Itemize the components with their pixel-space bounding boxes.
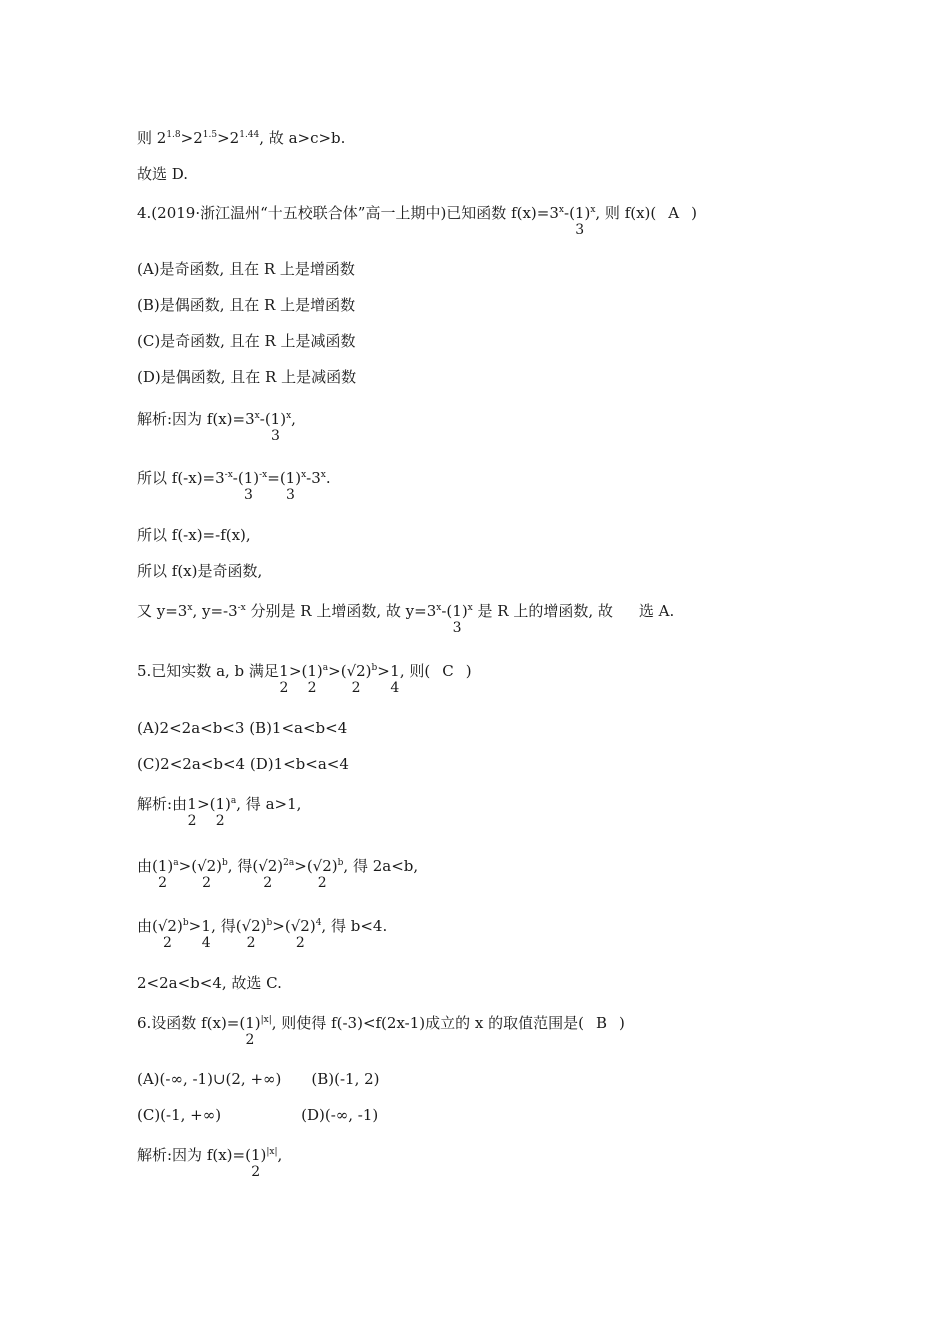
q6-options-ab <box>137 1069 380 1089</box>
q5-solution-line-3 <box>137 916 388 951</box>
text: , 则 f(x)( <box>595 204 657 222</box>
text: , 得 a>1, <box>236 795 302 813</box>
text: 又 y=3 <box>137 602 188 620</box>
exponent: x <box>436 603 442 613</box>
exponent: 1.5 <box>202 130 218 140</box>
text: 5.已知实数 a, b 满足 <box>137 662 279 680</box>
denominator: 3 <box>452 620 462 636</box>
exponent: 1.8 <box>166 130 181 140</box>
q5-options-ab <box>137 718 347 738</box>
text: , y=-3 <box>192 602 238 620</box>
numerator: 1 <box>201 917 211 935</box>
numerator: (1) <box>279 469 302 487</box>
text: , 故 a>c>b. <box>259 129 346 147</box>
denominator: 2 <box>307 680 317 696</box>
denominator: 3 <box>244 487 253 503</box>
fraction <box>264 409 287 444</box>
numerator: (1) <box>446 602 468 620</box>
numerator: (1) <box>239 1014 261 1032</box>
text: 由 <box>137 857 153 875</box>
question-5-stem <box>137 661 472 696</box>
numerator: (√2) <box>284 917 316 935</box>
denominator: 2 <box>245 1032 255 1048</box>
fraction <box>152 916 183 951</box>
denominator: 3 <box>270 428 280 444</box>
fraction <box>252 856 284 891</box>
exponent: a <box>173 858 179 868</box>
text: , 则( <box>399 662 431 680</box>
question-4-stem <box>137 203 697 238</box>
q6-option-c: (C)(-1, +∞) <box>137 1106 222 1124</box>
text: , 得 <box>227 857 253 875</box>
numerator: 1 <box>279 662 289 680</box>
denominator: 2 <box>251 1164 261 1180</box>
fraction <box>191 856 223 891</box>
text: 选 A. <box>638 602 675 620</box>
numerator: 1 <box>390 662 400 680</box>
numerator: (1) <box>301 662 323 680</box>
q5-option-c: (C)2<2a<b<4 <box>137 755 246 773</box>
denominator: 2 <box>215 813 225 829</box>
q6-options-cd <box>137 1105 378 1125</box>
numerator: (1) <box>264 410 287 428</box>
q5-option-b: (B)1<a<b<4 <box>249 719 348 737</box>
text: > <box>377 662 390 680</box>
q5-options-cd <box>137 754 349 774</box>
text: > <box>288 662 302 680</box>
text: 6.设函数 f(x)= <box>137 1014 240 1032</box>
q4-option-d: (D)是偶函数, 且在 R 上是减函数 <box>137 368 357 386</box>
numerator: 1 <box>187 795 197 813</box>
line-answer-d: 故选 D. <box>137 165 189 183</box>
exponent: x <box>320 470 326 480</box>
fraction <box>235 916 267 951</box>
denominator: 2 <box>246 935 256 951</box>
numerator: (√2) <box>340 662 372 680</box>
denominator: 4 <box>201 935 211 951</box>
denominator: 4 <box>390 680 400 696</box>
exponent: x <box>590 205 596 215</box>
numerator: (1) <box>245 1146 267 1164</box>
text: > <box>178 857 192 875</box>
q6-option-b: (B)(-1, 2) <box>311 1070 380 1088</box>
fraction <box>284 916 316 951</box>
numerator: (1) <box>209 795 231 813</box>
q6-option-a: (A)(-∞, -1)∪(2, +∞) <box>137 1070 282 1088</box>
denominator: 2 <box>295 935 305 951</box>
text: > <box>197 795 210 813</box>
exponent: x <box>286 411 292 421</box>
text: 由 <box>137 917 153 935</box>
text: >2 <box>180 129 203 147</box>
denominator: 2 <box>279 680 289 696</box>
text: - <box>563 204 570 222</box>
fraction <box>237 468 260 503</box>
text: , <box>277 1146 283 1164</box>
q4-option-b: (B)是偶函数, 且在 R 上是增函数 <box>137 296 356 314</box>
numerator: (√2) <box>306 857 338 875</box>
fraction <box>245 1145 267 1180</box>
exponent: |x| <box>260 1015 272 1025</box>
text: > <box>272 917 285 935</box>
numerator: (√2) <box>191 857 223 875</box>
text: > <box>188 917 202 935</box>
fraction <box>569 203 591 238</box>
fraction <box>201 916 211 951</box>
exponent: x <box>467 603 473 613</box>
text: , 得 2a<b, <box>343 857 419 875</box>
q5-option-d: (D)1<b<a<4 <box>249 755 349 773</box>
text: > <box>294 857 307 875</box>
exponent: x <box>254 411 260 421</box>
exponent: 4 <box>315 918 322 928</box>
fraction <box>279 468 302 503</box>
answer-letter: B <box>595 1014 607 1032</box>
q5-solution-line-1 <box>137 794 302 829</box>
text: 则 2 <box>137 129 167 147</box>
exponent: -x <box>224 470 233 480</box>
text: 4.(2019·浙江温州“十五校联合体”高一上期中)已知函数 f(x)=3 <box>137 204 559 222</box>
numerator: (√2) <box>152 917 183 935</box>
text: 所以 f(-x)=3 <box>137 469 225 487</box>
text: -3 <box>306 469 321 487</box>
q4-solution-line-3: 所以 f(-x)=-f(x), <box>137 526 251 544</box>
exponent: b <box>371 663 378 673</box>
denominator: 2 <box>263 875 273 891</box>
q5-option-a: (A)2<2a<b<3 <box>137 719 245 737</box>
text: , 得 <box>211 917 236 935</box>
exponent: x <box>187 603 193 613</box>
exponent: |x| <box>266 1147 278 1157</box>
exponent: x <box>301 470 307 480</box>
fraction <box>187 794 197 829</box>
fraction <box>301 661 323 696</box>
text: , <box>291 410 296 428</box>
q4-solution-line-1 <box>137 409 296 444</box>
q6-option-d: (D)(-∞, -1) <box>301 1106 379 1124</box>
exponent: b <box>222 858 228 868</box>
fraction <box>209 794 231 829</box>
fraction <box>152 856 174 891</box>
exponent: 1.44 <box>239 130 260 140</box>
q6-solution-line-1 <box>137 1145 283 1180</box>
q4-option-c: (C)是奇函数, 且在 R 上是减函数 <box>137 332 356 350</box>
text: >2 <box>217 129 240 147</box>
answer-letter: C <box>442 662 454 680</box>
text: 解析:因为 f(x)= <box>137 1146 246 1164</box>
q4-solution-line-5 <box>137 601 675 636</box>
exponent: -x <box>237 603 246 613</box>
exponent: 2a <box>283 858 295 868</box>
text: , 则使得 f(-3)<f(2x-1)成立的 x 的取值范围是( <box>271 1014 584 1032</box>
answer-letter: A <box>668 204 680 222</box>
text: 是 R 上的增函数, 故 <box>472 602 613 620</box>
denominator: 2 <box>162 935 172 951</box>
denominator: 3 <box>575 222 585 238</box>
denominator: 3 <box>285 487 295 503</box>
q4-solution-line-2 <box>137 468 331 503</box>
fraction <box>239 1013 261 1048</box>
fraction <box>390 661 400 696</box>
exponent: b <box>337 858 344 868</box>
text: , 得 b<4. <box>321 917 388 935</box>
text: ) <box>465 662 472 680</box>
text: 分别是 R 上增函数, 故 y=3 <box>245 602 437 620</box>
text: = <box>267 469 280 487</box>
denominator: 2 <box>158 875 168 891</box>
fraction <box>446 601 468 636</box>
exponent: -x <box>259 470 268 480</box>
fraction <box>306 856 338 891</box>
question-6-stem <box>137 1013 625 1048</box>
text: 解析:由 <box>137 795 188 813</box>
denominator: 2 <box>317 875 327 891</box>
text: 解析:因为 f(x)=3 <box>137 410 255 428</box>
q5-solution-line-2 <box>137 856 419 891</box>
q5-solution-line-4: 2<2a<b<4, 故选 C. <box>137 974 282 992</box>
text: - <box>441 602 447 620</box>
text: . <box>325 469 331 487</box>
text: - <box>232 469 238 487</box>
fraction <box>279 661 289 696</box>
denominator: 2 <box>187 813 197 829</box>
fraction <box>340 661 372 696</box>
q4-solution-line-4: 所以 f(x)是奇函数, <box>137 562 263 580</box>
text: ) <box>691 204 697 222</box>
numerator: (1) <box>152 857 174 875</box>
numerator: (√2) <box>235 917 267 935</box>
numerator: (√2) <box>252 857 284 875</box>
exponent: a <box>322 663 329 673</box>
exponent: b <box>266 918 273 928</box>
exponent: b <box>182 918 189 928</box>
text: ) <box>619 1014 625 1032</box>
numerator: (1) <box>237 469 260 487</box>
exponent: x <box>558 205 564 215</box>
denominator: 2 <box>351 680 361 696</box>
text: > <box>328 662 341 680</box>
text: - <box>259 410 265 428</box>
line-exponent-compare <box>137 128 345 148</box>
exponent: a <box>230 796 237 806</box>
q4-option-a: (A)是奇函数, 且在 R 上是增函数 <box>137 260 355 278</box>
numerator: (1) <box>569 204 591 222</box>
denominator: 2 <box>202 875 212 891</box>
